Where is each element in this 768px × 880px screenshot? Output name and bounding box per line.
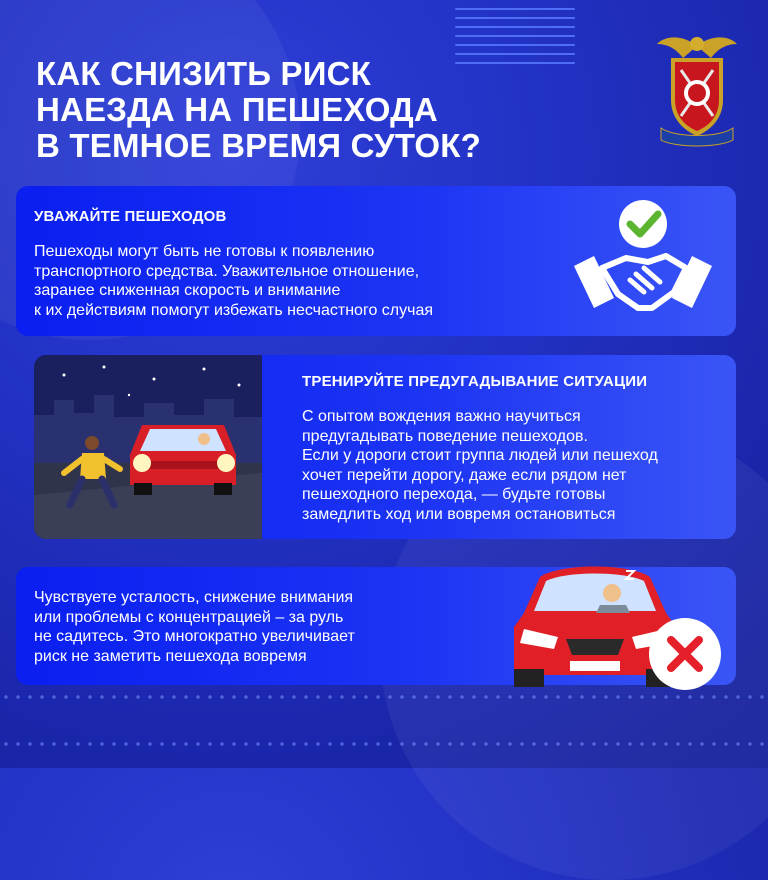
card-body-line: пешеходного перехода, — будьте готовы — [302, 486, 606, 503]
card-body — [34, 242, 433, 320]
card-body-line: заранее сниженная скорость и внимание — [34, 282, 341, 299]
card-fatigue-warning — [16, 567, 736, 685]
card-body-line: транспортного средства. Уважительное отношение, — [34, 262, 420, 280]
title-line: НАЕЗДА НА ПЕШЕХОДА — [36, 91, 438, 128]
card-body-line: предугадывать поведение пешеходов. — [302, 427, 588, 445]
card-body-line: риск не заметить пешехода вовремя — [34, 647, 307, 665]
card-body-line: не садитесь. Это многократно увеличивает — [34, 628, 355, 645]
card-anticipation — [34, 355, 736, 539]
decor-dots-row — [0, 740, 768, 748]
card-heading: УВАЖАЙТЕ ПЕШЕХОДОВ — [34, 208, 227, 225]
card-body — [302, 407, 658, 524]
card-body-line: Если у дороги стоит группа людей или пешеход — [302, 447, 658, 464]
red-cross-icon — [648, 617, 722, 691]
card-body — [34, 588, 355, 666]
card-heading: ТРЕНИРУЙТЕ ПРЕДУГАДЫВАНИЕ СИТУАЦИИ — [302, 373, 648, 390]
card-body-line: хочет перейти дорогу, даже если рядом нет — [302, 466, 627, 484]
card-body-line: Чувствуете усталость, снижение внимания — [34, 589, 354, 606]
police-emblem-icon — [655, 30, 739, 148]
card-body-line: или проблемы с концентрацией – за руль — [34, 608, 344, 626]
title-line: В ТЕМНОЕ ВРЕМЯ СУТОК? — [36, 127, 481, 164]
card-respect-pedestrians — [16, 186, 736, 336]
decor-dots-row — [0, 693, 768, 701]
card-body-line: С опытом вождения важно научиться — [302, 408, 581, 425]
title-line: КАК СНИЗИТЬ РИСК — [36, 55, 372, 92]
night-pedestrian-car-illustration — [34, 355, 262, 539]
card-body-line: замедлить ход или вовремя остановиться — [302, 505, 616, 523]
page-title — [36, 56, 481, 164]
card-body-line: Пешеходы могут быть не готовы к появлению — [34, 243, 375, 260]
card-body-line: к их действиям помогут избежать несчастного случая — [34, 301, 434, 319]
handshake-check-icon — [568, 196, 718, 326]
